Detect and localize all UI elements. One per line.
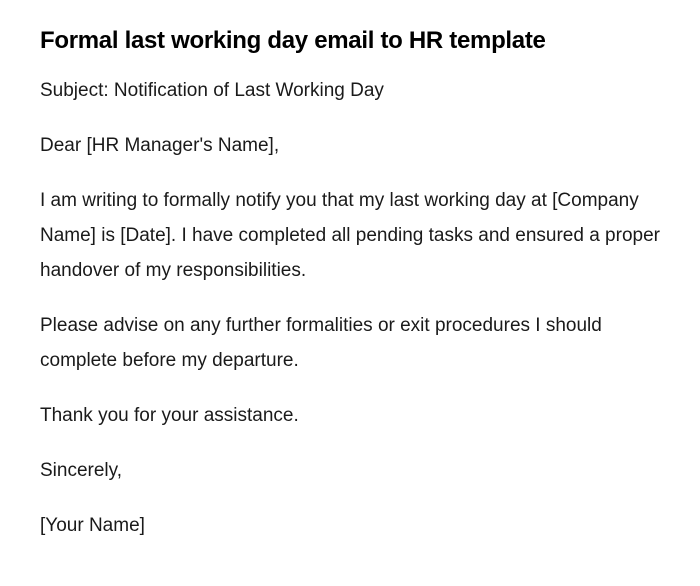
email-closing: Sincerely,: [40, 460, 123, 481]
email-greeting: Dear [HR Manager's Name],: [40, 135, 280, 156]
email-signature: [Your Name]: [40, 515, 145, 536]
email-thanks: Thank you for your assistance.: [40, 405, 299, 426]
email-body-paragraph-2: Please advise on any further formalities or exit procedures I should complete before my departure.: [40, 315, 602, 371]
email-subject: Subject: Notification of Last Working Day: [40, 80, 384, 101]
email-template-document: [40, 24, 660, 563]
email-body-paragraph-1: I am writing to formally notify you that my last working day at [Company Name] is [Date]. I have completed all pending tasks and ensured a proper handover of my responsibilities.: [40, 190, 660, 281]
page-title: Formal last working day email to HR template: [40, 27, 546, 54]
